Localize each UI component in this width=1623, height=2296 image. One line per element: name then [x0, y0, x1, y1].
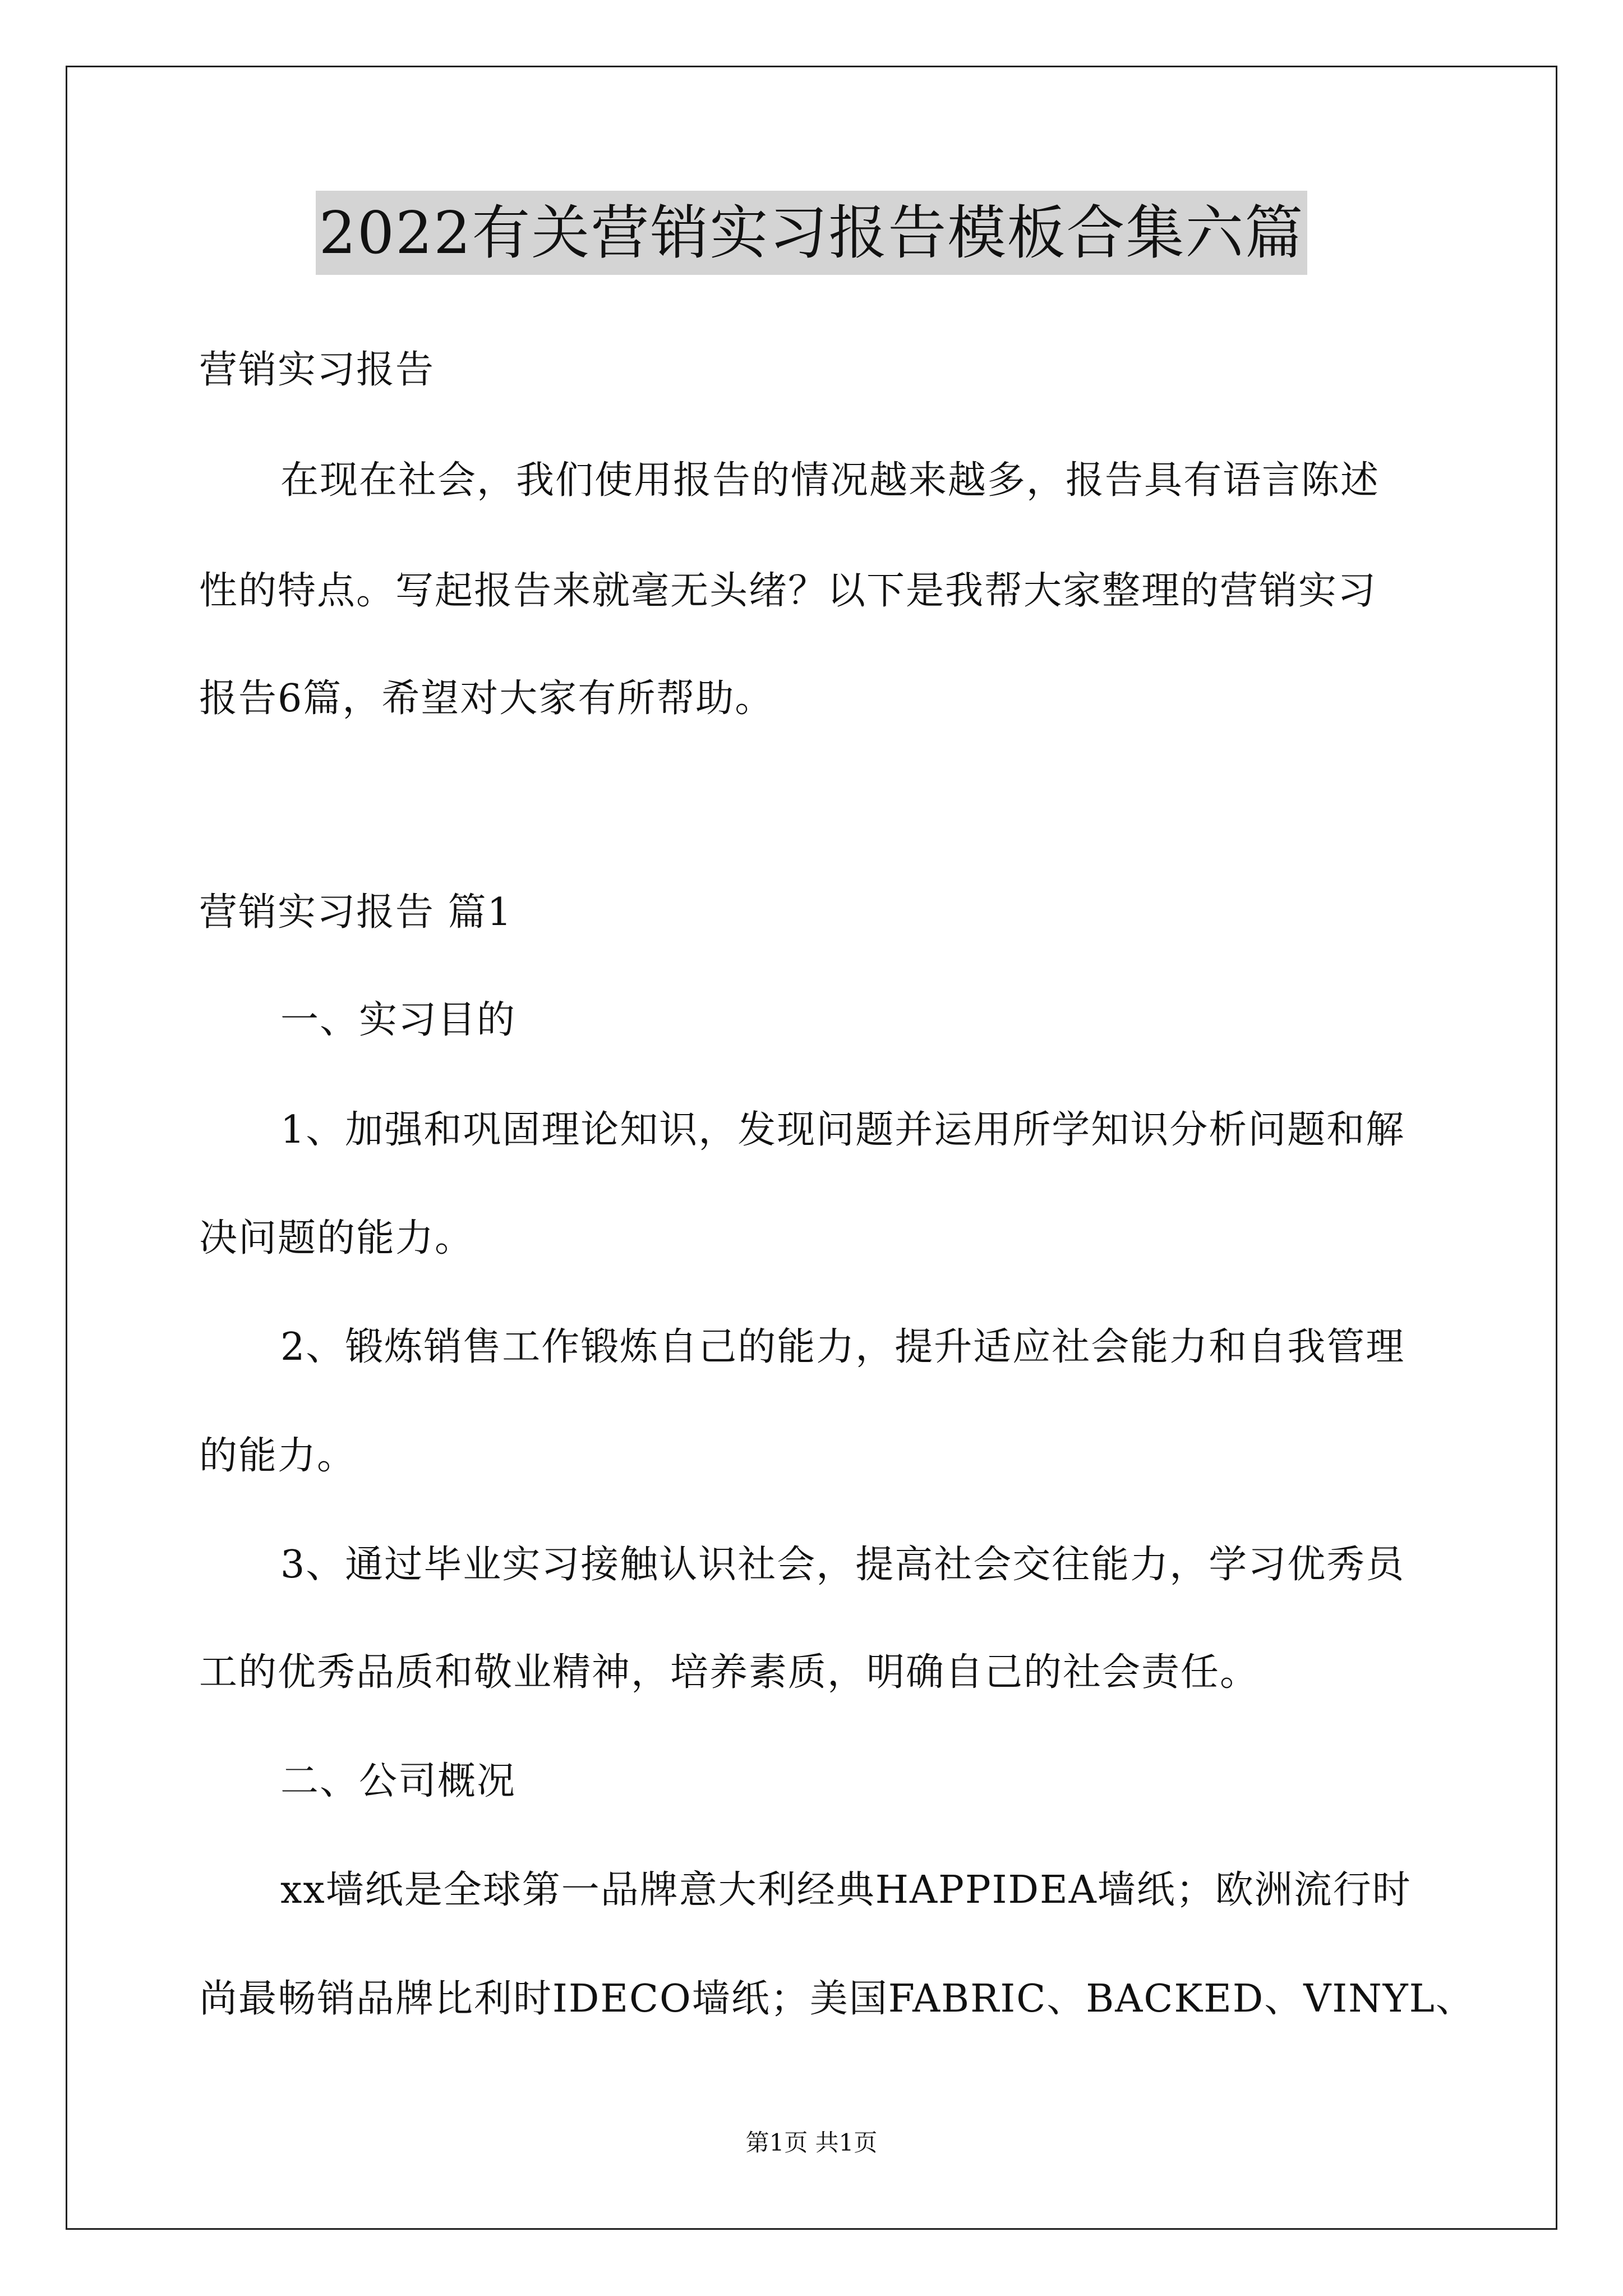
page-footer: 第1页 共1页: [745, 2129, 878, 2156]
subheading: 一、实习目的: [280, 998, 517, 1042]
paragraph-line: 报告6篇，希望对大家有所帮助。: [199, 677, 774, 721]
paragraph-line: 的能力。: [199, 1434, 357, 1478]
title-container: [0, 191, 1623, 275]
paragraph-line: 决问题的能力。: [199, 1216, 474, 1260]
paragraph-line: 2、锻炼销售工作锻炼自己的能力，提升适应社会能力和自我管理: [280, 1325, 1405, 1369]
paragraph-line: 工的优秀品质和敬业精神，培养素质，明确自己的社会责任。: [199, 1650, 1260, 1695]
subheading: 二、公司概况: [280, 1759, 517, 1803]
paragraph-line: xx墙纸是全球第一品牌意大利经典HAPPIDEA墙纸；欧洲流行时: [280, 1868, 1412, 1912]
paragraph-line: 1、加强和巩固理论知识，发现问题并运用所学知识分析问题和解: [280, 1108, 1405, 1152]
document-title: 2022有关营销实习报告模板合集六篇: [316, 191, 1308, 275]
paragraph-line: 性的特点。写起报告来就毫无头绪？以下是我帮大家整理的营销实习: [199, 569, 1377, 613]
paragraph-line: 尚最畅销品牌比利时IDECO墙纸；美国FABRIC、BACKED、VINYL、: [199, 1977, 1475, 2021]
section-heading: 营销实习报告 篇1: [199, 890, 513, 935]
paragraph-line: 3、通过毕业实习接触认识社会，提高社会交往能力，学习优秀员: [280, 1543, 1405, 1587]
section-heading: 营销实习报告: [199, 348, 435, 392]
paragraph-line: 在现在社会，我们使用报告的情况越来越多，报告具有语言陈述: [280, 458, 1380, 503]
